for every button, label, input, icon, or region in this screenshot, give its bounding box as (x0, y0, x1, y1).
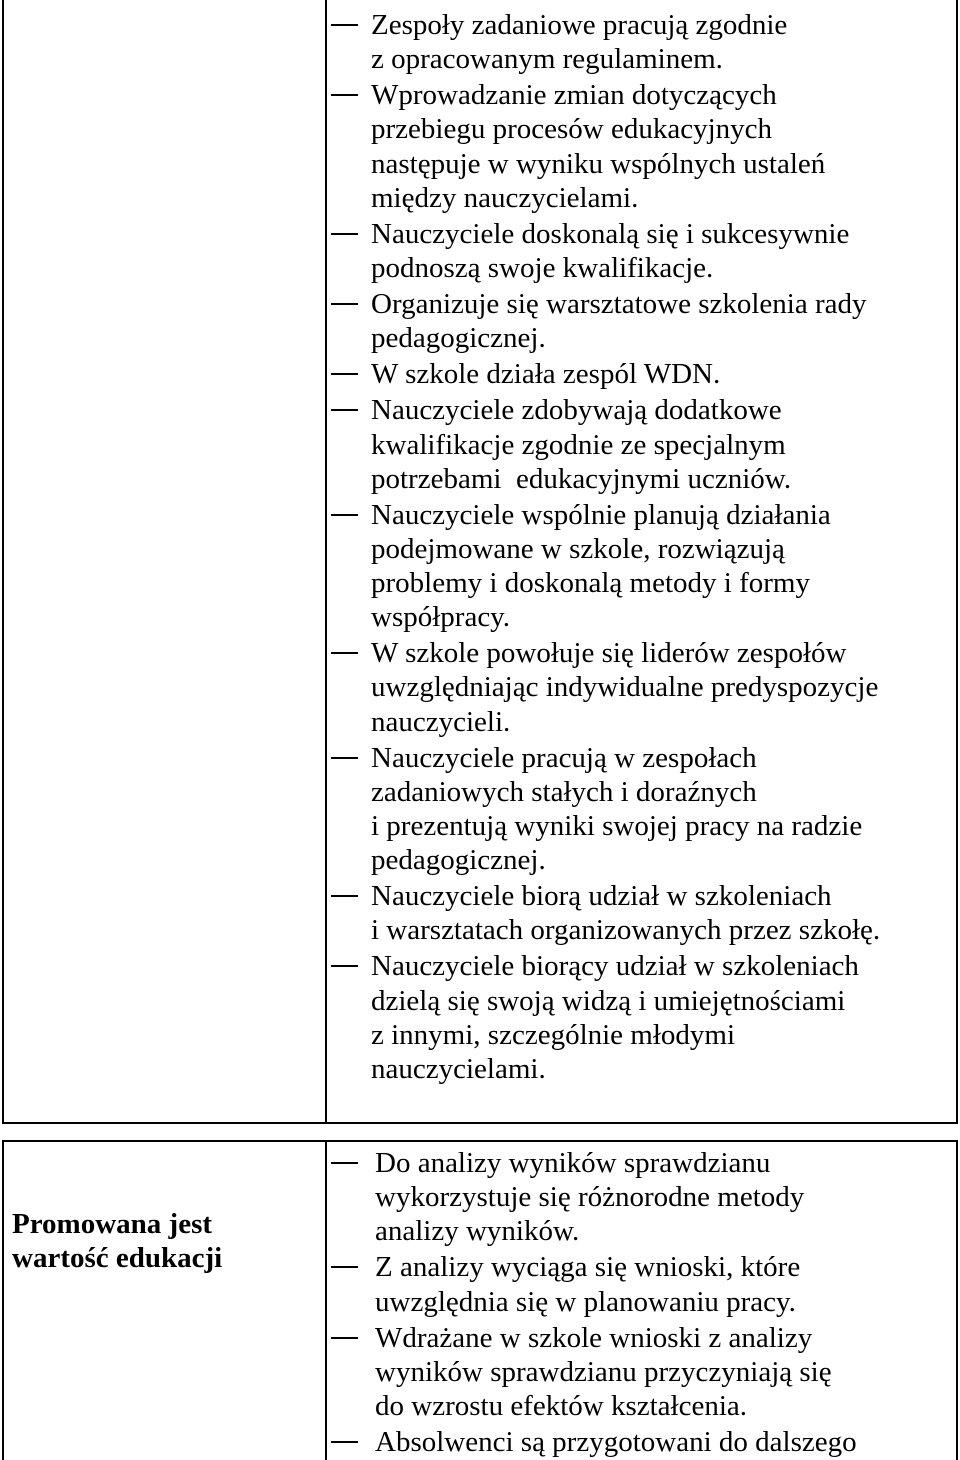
indicators-list (371, 8, 956, 1086)
dash-bullet-icon (331, 1162, 358, 1164)
dash-bullet-icon (331, 233, 358, 235)
list-item (375, 1250, 956, 1318)
list-item-line: wykorzystuje się różnorodne metody (375, 1181, 805, 1214)
list-item-line: nauczycielami. (371, 1052, 546, 1085)
list-item (371, 741, 956, 878)
list-item-line: W szkole powołuje się liderów zespołów (371, 637, 847, 670)
list-item (371, 357, 956, 391)
dash-bullet-icon (331, 24, 358, 26)
dash-bullet-icon (331, 409, 358, 411)
dash-bullet-icon (331, 757, 358, 759)
indicators-list (375, 1146, 956, 1459)
list-item-line: Absolwenci są przygotowani do dalszego (375, 1426, 857, 1458)
list-item (375, 1146, 956, 1248)
dash-bullet-icon (331, 514, 358, 516)
list-item-line: Nauczyciele biorą udział w szkoleniach (371, 880, 832, 913)
list-item-line: Nauczyciele biorący udział w szkoleniach (371, 950, 859, 983)
dash-bullet-icon (331, 1337, 358, 1339)
list-item-line: i prezentują wyniki swojej pracy na radzie (371, 809, 863, 842)
list-item-line: Wdrażane w szkole wnioski z analizy (375, 1321, 813, 1354)
dash-bullet-icon (331, 94, 358, 96)
list-item-line: podnoszą swoje kwalifikacje. (371, 251, 714, 284)
list-item-line: wyników sprawdzianu przyczyniają się (375, 1355, 832, 1388)
list-item-line: potrzebami edukacyjnymi uczniów. (371, 462, 792, 495)
list-item (371, 217, 956, 285)
list-item-line: kwalifikacje zgodnie ze specjalnym (371, 428, 786, 461)
list-item-line: Nauczyciele zdobywają dodatkowe (371, 394, 782, 427)
table-row-1 (2, 0, 958, 1124)
list-item (371, 949, 956, 1086)
criterion-label-line: wartość edukacji (12, 1241, 223, 1274)
list-item-line: W szkole działa zespól WDN. (371, 358, 721, 391)
list-item-line: Wprowadzanie zmian dotyczących (371, 79, 777, 112)
table-row-2 (2, 1140, 958, 1460)
list-item-line: Z analizy wyciąga się wnioski, które (375, 1251, 801, 1284)
list-item-line: następuje w wyniku wspólnych ustaleń (371, 147, 826, 180)
list-item-line: uwzględniając indywidualne predyspozycje (371, 671, 879, 704)
list-item-line: uwzględnia się w planowaniu pracy. (375, 1285, 796, 1318)
list-item (371, 287, 956, 355)
list-item-line: Do analizy wyników sprawdzianu (375, 1147, 771, 1179)
list-item (371, 636, 956, 738)
dash-bullet-icon (331, 1266, 358, 1268)
list-item-line: Nauczyciele doskonalą się i sukcesywnie (371, 217, 850, 250)
list-item-line: z opracowanym regulaminem. (371, 43, 723, 76)
dash-bullet-icon (331, 1441, 358, 1443)
list-item (371, 78, 956, 215)
list-item (375, 1425, 956, 1459)
dash-bullet-icon (331, 965, 358, 967)
list-item-line: dzielą się swoją widzą i umiejętnościami (371, 984, 846, 1017)
list-item-line: do wzrostu efektów kształcenia. (375, 1389, 748, 1422)
criterion-label (12, 1208, 222, 1275)
list-item-line: podejmowane w szkole, rozwiązują (371, 532, 785, 565)
list-item-line: analizy wyników. (375, 1215, 580, 1248)
dash-bullet-icon (331, 895, 358, 897)
empty-cell (4, 0, 327, 1122)
list-item-line: Zespoły zadaniowe pracują zgodnie (371, 9, 788, 41)
list-item-line: problemy i doskonalą metody i formy (371, 567, 810, 599)
criterion-label-line: Promowana jest (12, 1208, 213, 1240)
list-item-line: i warsztatach organizowanych przez szkołę. (371, 914, 881, 947)
indicators-cell (327, 0, 956, 1122)
list-item-line: pedagogicznej. (371, 844, 546, 876)
list-item-line: Nauczyciele pracują w zespołach (371, 741, 757, 774)
list-item-line: przebiegu procesów edukacyjnych (371, 113, 773, 146)
list-item (371, 8, 956, 76)
indicators-cell (327, 1142, 956, 1460)
list-item-line: między nauczycielami. (371, 181, 639, 214)
list-item (371, 879, 956, 947)
list-item-line: zadaniowych stałych i doraźnych (371, 775, 757, 808)
list-item-line: pedagogicznej. (371, 322, 546, 355)
list-item (371, 393, 956, 495)
list-item-line: z innymi, szczególnie młodymi (371, 1018, 736, 1051)
list-item-line: współpracy. (371, 601, 511, 634)
dash-bullet-icon (331, 373, 358, 375)
list-item-line: nauczycieli. (371, 705, 511, 738)
dash-bullet-icon (331, 652, 358, 654)
list-item-line: Nauczyciele wspólnie planują działania (371, 498, 831, 531)
list-item (375, 1321, 956, 1423)
dash-bullet-icon (331, 303, 358, 305)
list-item (371, 498, 956, 635)
list-item-line: Organizuje się warsztatowe szkolenia rady (371, 288, 867, 320)
criterion-cell (4, 1142, 327, 1460)
